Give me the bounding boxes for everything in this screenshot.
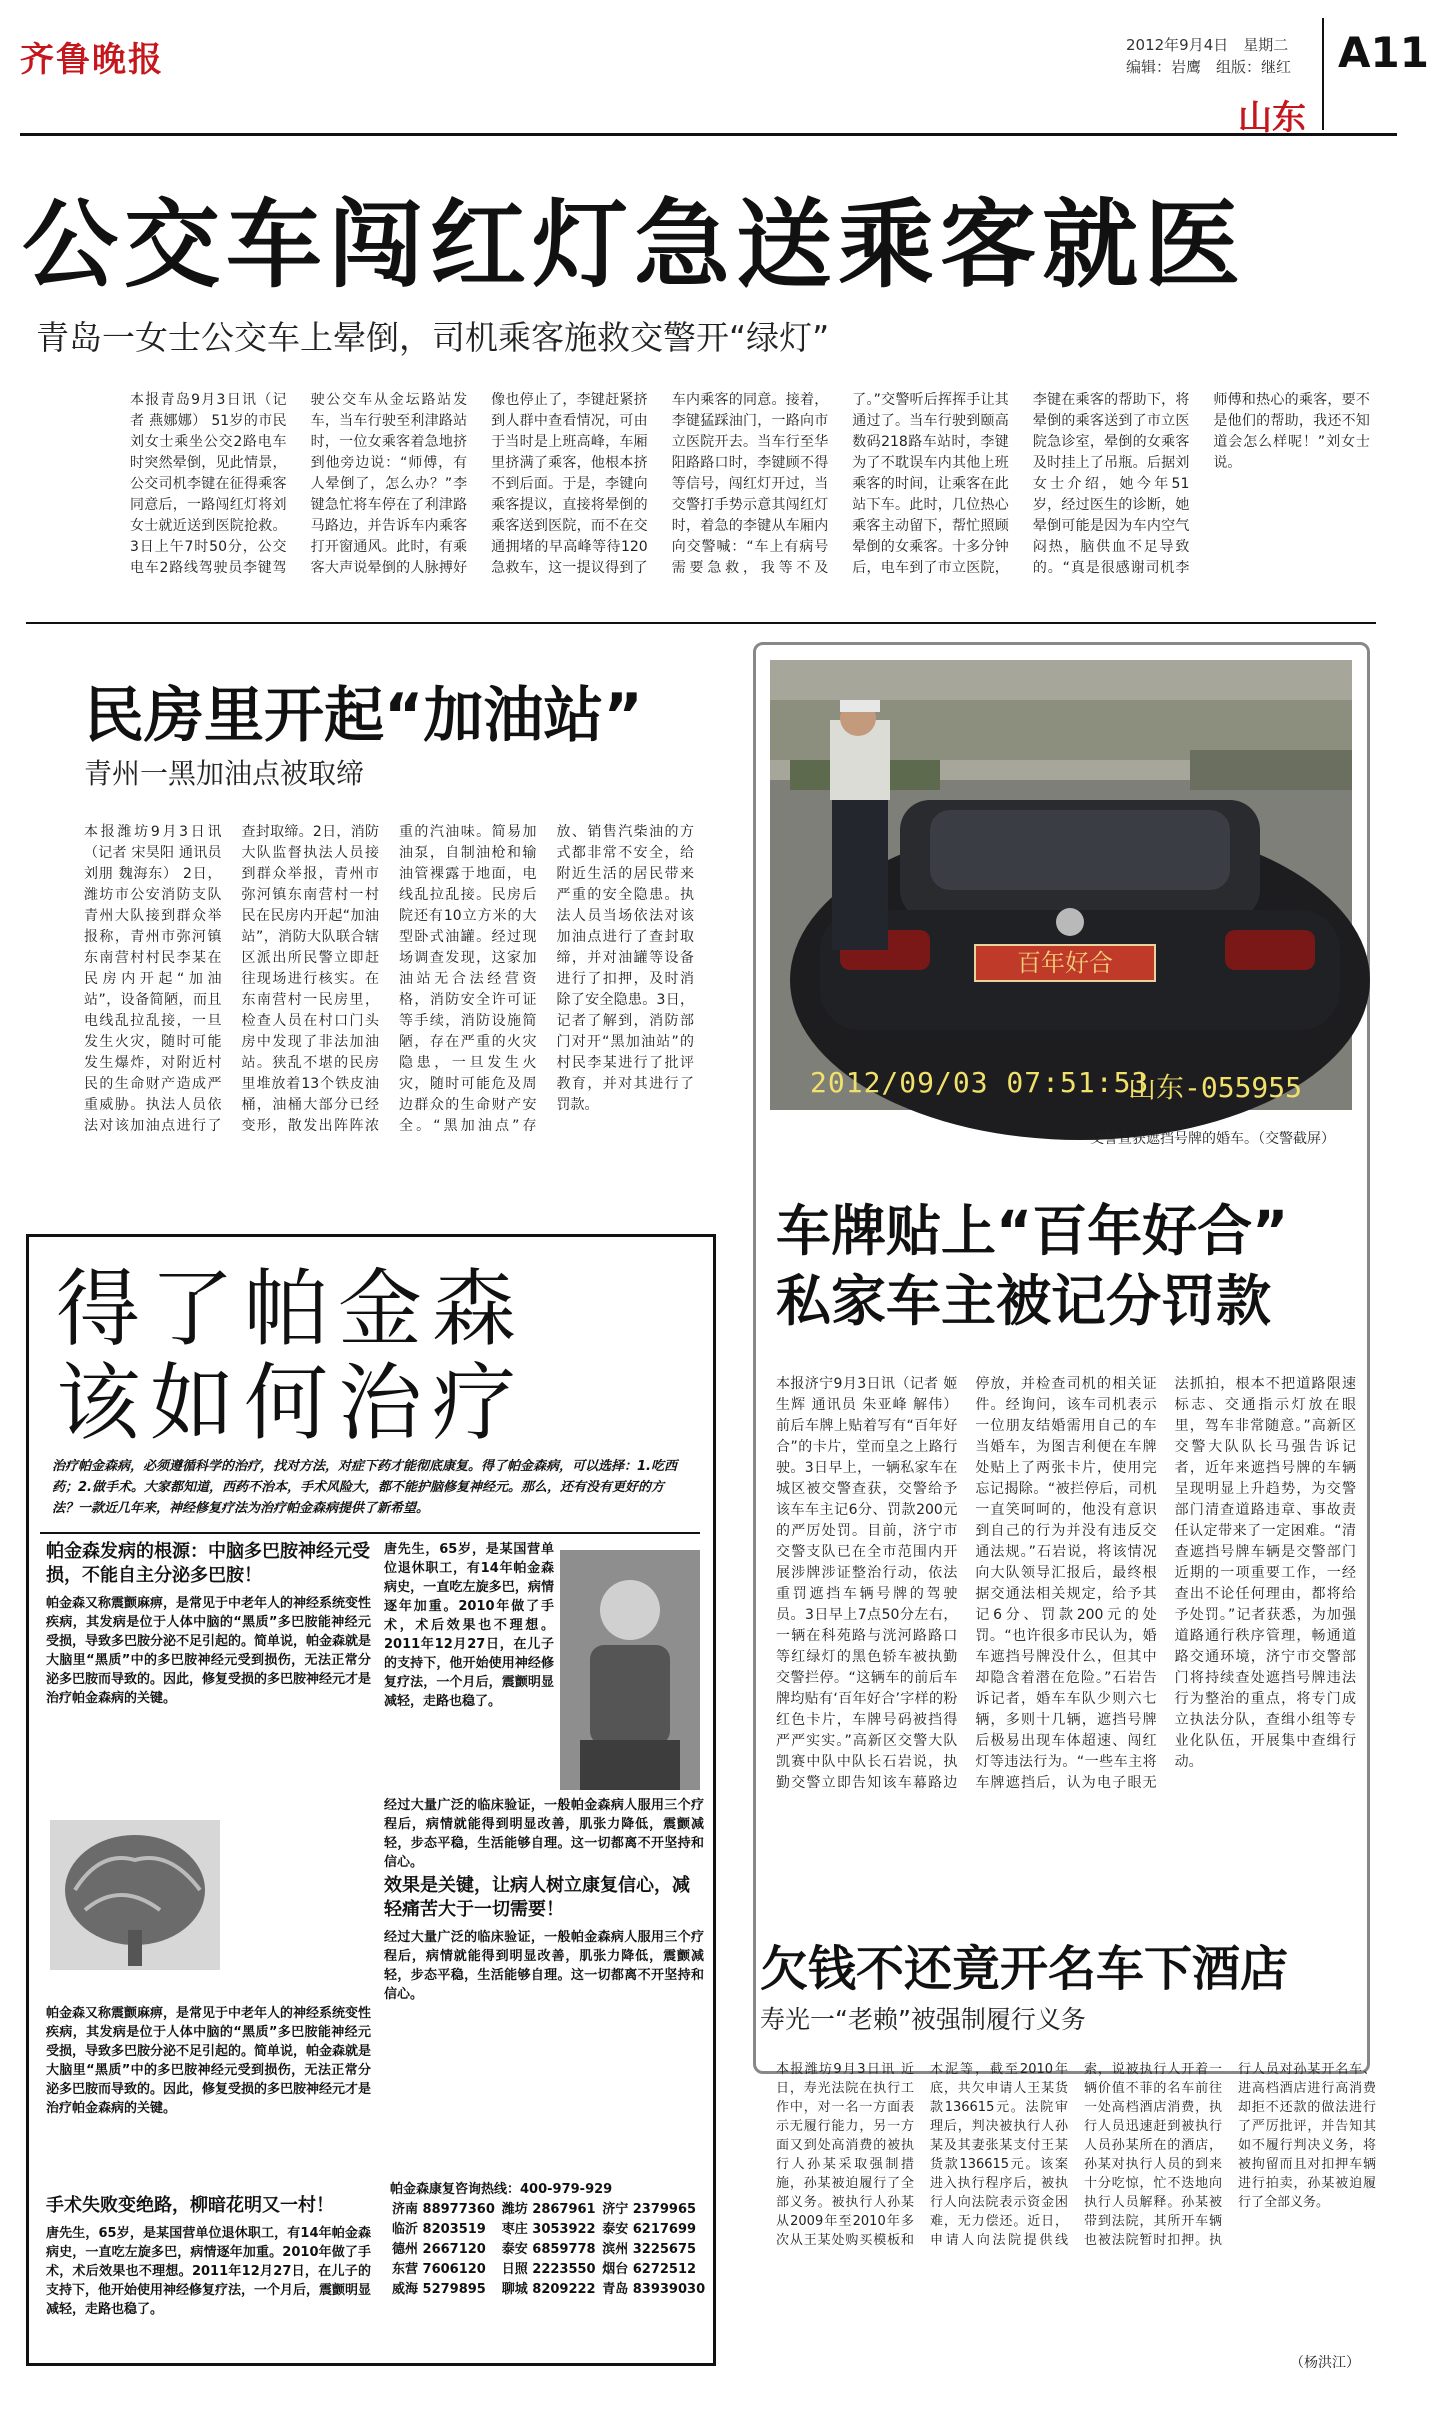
lead-headline: 公交车闯红灯急送乘客就医 <box>22 189 1246 301</box>
ad-headline-line1: 得了帕金森 <box>56 1260 527 1358</box>
phone-cell: 滨州 3225675 <box>602 2242 697 2257</box>
story4-byline: （杨洪江） <box>1290 2355 1360 2371</box>
phone-cell: 聊城 8209222 <box>501 2282 596 2297</box>
phone-cell: 青岛 83939030 <box>602 2282 706 2297</box>
ad-column-left <box>46 1540 371 2424</box>
story4-headline: 欠钱不还竟开名车下酒店 <box>760 1941 1289 1997</box>
lead-subheadline: 青岛一女士公交车上晕倒，司机乘客施救交警开“绿灯” <box>36 318 830 357</box>
phone-cell: 德州 2667120 <box>392 2242 486 2257</box>
phone-cell: 东营 7606120 <box>392 2262 486 2277</box>
table-row <box>390 2260 710 2280</box>
masthead-divider <box>1322 18 1324 130</box>
lead-article-body: 本报青岛9月3日讯（记者 燕娜娜） 51岁的市民刘女士乘坐公交2路电车时突然晕倒，见此情景，公交司机李键在征得乘客同意后，一路闯红灯将刘女士就近送到医院抢救。3日上午7时50分，公交电车2路线驾驶员李键驾驶公交车从金坛路站发车，当车行驶至利津路站时，一位女乘客着急地挤到他旁边说：“师傅，有人晕倒了，怎么办？”李键急忙将车停在了利津路马路边，并告诉车内乘客打开窗通风。此时，有乘客大声说晕倒的人脉搏好像也停止了，李键赶紧挤到人群中查看情况，可由于当时是上班高峰，车厢里挤满了乘客，他根本挤不到后面。于是，李键向乘客提议，直接将晕倒的乘客送到医院，而不在交通拥堵的早高峰等待120急救车，这一提议得到了车内乘客的同意。接着，李键猛踩油门，一路向市立医院开去。当车行至华阳路路口时，李键顾不得等信号，闯红灯开过，当交警打手势示意其闯红灯时，着急的李键从车厢内向交警喊：“车上有病号需要急救，我等不及了。”交警听后挥挥手让其通过了。当车行驶到颐高数码218路车站时，李键为了不耽误车内其他上班乘客的时间，让乘客在此站下车。此时，几位热心乘客主动留下，帮忙照顾晕倒的女乘客。十多分钟后，电车到了市立医院，李键在乘客的帮助下，将晕倒的乘客送到了市立医院急诊室，晕倒的女乘客及时挂上了吊瓶。后据刘女士介绍，她今年51岁，经过医生的诊断，她晕倒可能是因为车内空气闷热，脑供血不足导致的。“真是很感谢司机李师傅和热心的乘客，要不是他们的帮助，我还不知道会怎么样呢！”刘女士说。 <box>130 392 1370 576</box>
phone-cell: 枣庄 3053922 <box>501 2222 596 2237</box>
ad-headline <box>56 1262 526 1450</box>
ad-hotline: 帕金森康复咨询热线：400-979-929 <box>390 2182 613 2197</box>
phone-cell: 泰安 6217699 <box>602 2222 697 2237</box>
wedding-car-photo <box>770 660 1352 1110</box>
photo-timestamp: 2012/09/03 07:51:53 <box>810 1066 1150 1099</box>
ad-section-text: 经过大量广泛的临床验证，一般帕金森病人服用三个疗程后，病情就能得到明显改善，肌张力降低，震颤减轻，步态平稳，生活能够自理。这一切都离不开坚持和信心。 <box>384 1930 704 2002</box>
phone-cell: 潍坊 2867961 <box>501 2202 596 2217</box>
ad-section-heading: 帕金森发病的根源：中脑多巴胺神经元受损，不能自主分泌多巴胺！ <box>46 1541 370 1586</box>
page-number: A11 <box>1338 28 1429 77</box>
table-row <box>390 2200 710 2220</box>
ad-section-text: 帕金森又称震颤麻痹，是常见于中老年人的神经系统变性疾病，其发病是位于人体中脑的“黑质”多巴胺能神经元受损，导致多巴胺分泌不足引起的。简单说，帕金森就是大脑里“黑质”中的多巴胺神经元受到损伤，无法正常分泌多巴胺而导致的。因此，修复受损的多巴胺神经元才是治疗帕金森病的关键。 <box>46 1596 372 1706</box>
ad-headline-line2: 该如何治疗 <box>56 1354 527 1452</box>
ad-divider <box>40 1532 700 1534</box>
ad-phone-table <box>390 2200 710 2300</box>
ad-phone-list <box>390 2180 710 2300</box>
plate-card-text: 百年好合 <box>1017 949 1113 977</box>
photo-caption: 交警查获遮挡号牌的婚车。（交警截屏） <box>1090 1131 1335 1147</box>
story4-article-body: 本报潍坊9月3日讯 近日，寿光法院在执行工作中，对一名一方面表示无履行能力，另一方面又到处高消费的被执行人孙某采取强制措施，孙某被迫履行了全部义务。被执行人孙某从2009年至2010年多次从王某处购买模板和木泥等，截至2010年底，共欠申请人王某货款136615元。法院审理后，判决被执行人孙某及其妻张某支付王某货款136615元。该案进入执行程序后，被执行人向法院表示资金困难，无力偿还。近日，申请人向法院提供线索，说被执行人开着一辆价值不菲的名车前往一处高档酒店消费，执行人员迅速赶到被执行人员孙某所在的酒店，孙某对执行人员的到来十分吃惊，忙不迭地向执行人员解释。孙某被带到法院，其所开车辆也被法院暂时扣押。执行人员对孙某开名车、进高档酒店进行高消费却拒不还款的做法进行了严厉批评，并告知其如不履行判决义务，将被拘留而且对扣押车辆进行拍卖，孙某被迫履行了全部义务。 <box>776 2062 1376 2248</box>
section-divider <box>26 622 1376 624</box>
story3-headline-line2: 私家车主被记分罚款 <box>776 1269 1272 1333</box>
ad-section-text: 经过大量广泛的临床验证，一般帕金森病人服用三个疗程后，病情就能得到明显改善，肌张力降低，震颤减轻，步态平稳，生活能够自理。这一切都离不开坚持和信心。 <box>384 1798 704 1870</box>
ad-intro: 治疗帕金森病，必须遵循科学的治疗，找对方法，对症下药才能彻底康复。得了帕金森病，可以选择：1.吃西药；2.做手术。大家都知道，西药不治本，手术风险大，都不能护脑修复神经元。那么，还有没有更好的方法？一款近几年来，神经修复疗法为治疗帕金森病提供了新希望。 <box>52 1459 677 1516</box>
dateline <box>1126 34 1316 78</box>
story2-article-body: 本报潍坊9月3日讯（记者 宋昊阳 通讯员 刘朋 魏海东） 2日，潍坊市公安消防支队青州大队接到群众举报称，青州市弥河镇东南营村村民李某在民房内开起“加油站”，设备简陋，而且电线乱拉乱接，一旦发生火灾，随时可能发生爆炸，对附近村民的生命财产造成严重威胁。执法人员依法对该加油点进行了查封取缔。2日，消防大队监督执法人员接到群众举报，青州市弥河镇东南营村一村民在民房内开起“加油站”，消防大队联合辖区派出所民警立即赶往现场进行核实。在东南营村一民房里，检查人员在村口门头房中发现了非法加油站。狭乱不堪的民房里堆放着13个铁皮油桶，油桶大部分已经变形，散发出阵阵浓重的汽油味。简易加油泵，自制油枪和输油管裸露于地面，电线乱拉乱接。民房后院还有10立方米的大型卧式油罐。经过现场调查发现，这家加油站无合法经营资格，消防安全许可证等手续，消防设施简陋，存在严重的火灾隐患，一旦发生火灾，随时可能危及周边群众的生命财产安全。“黑加油点”存放、销售汽柴油的方式都非常不安全，给附近生活的居民带来严重的安全隐患。执法人员当场依法对该加油点进行了查封取缔，并对油罐等设备进行了扣押，及时消除了安全隐患。3日，记者了解到，消防部门对开“黑加油站”的村民李某进行了批评教育，并对其进行了罚款。 <box>84 824 694 1134</box>
ad-section-text: 唐先生，65岁，是某国营单位退休职工，有14年帕金森病史，一直吃左旋多巴，病情逐年加重。2010年做了手术，术后效果也不理想。2011年12月27日，在儿子的支持下，他开始使用神经修复疗法，一个月后，震颤明显减轻，走路也稳了。 <box>46 2226 372 2317</box>
phone-cell: 泰安 6859778 <box>501 2242 596 2257</box>
story3-headline-line1: 车牌贴上“百年好合” <box>776 1199 1289 1263</box>
phone-cell: 日照 2223550 <box>501 2262 596 2277</box>
brain-illustration <box>50 1820 220 1970</box>
ad-section-heading: 手术失败变绝路，柳暗花明又一村！ <box>46 2195 334 2216</box>
masthead <box>20 18 1429 138</box>
phone-cell: 烟台 6272512 <box>602 2262 697 2277</box>
ad-section-text: 唐先生，65岁，是某国营单位退休职工，有14年帕金森病史，一直吃左旋多巴，病情逐年加重。2010年做了手术，术后效果也不理想。2011年12月27日，在儿子的支持下，他开始使用神经修复疗法，一个月后，震颤明显减轻，走路也稳了。 <box>384 1542 554 1709</box>
ad-section-text: 帕金森又称震颤麻痹，是常见于中老年人的神经系统变性疾病，其发病是位于人体中脑的“黑质”多巴胺能神经元受损，导致多巴胺分泌不足引起的。简单说，帕金森就是大脑里“黑质”中的多巴胺神经元受到损伤，无法正常分泌多巴胺而导致的。因此，修复受损的多巴胺神经元才是治疗帕金森病的关键。 <box>46 2006 372 2116</box>
phone-cell: 威海 5279895 <box>392 2282 486 2297</box>
phone-cell: 临沂 8203519 <box>392 2222 486 2237</box>
editor-credits: 编辑：岩鹰 组版：继红 <box>1126 58 1292 76</box>
story2-headline: 民房里开起“加油站” <box>84 681 643 751</box>
phone-cell: 济南 88977360 <box>392 2202 495 2217</box>
camera-tag: 山东-055955 <box>1128 1071 1303 1104</box>
table-row <box>390 2220 710 2240</box>
story3-article-body: 本报济宁9月3日讯（记者 姬生辉 通讯员 朱亚峰 解伟） 前后车牌上贴着写有“百年好合”的卡片，堂而皇之上路行驶。3日早上，一辆私家车在城区被交警查获，交警给予该车车主记6分、罚款200元的严厉处罚。目前，济宁市交警支队已在全市范围内开展涉牌涉证整治行动，依法重罚遮挡车辆号牌的驾驶员。3日早上7点50分左右，一辆在科苑路与洸河路路口等红绿灯的黑色轿车被执勤交警拦停。“这辆车的前后车牌均贴有‘百年好合’字样的粉红色卡片，车牌号码被挡得严严实实。”高新区交警大队凯赛中队中队长石岩说，执勤交警立即告知该车幕路边停放，并检查司机的相关证件。经询问，该车司机表示一位朋友结婚需用自己的车当婚车，为图吉利便在车牌处贴上了两张卡片，使用完忘记揭除。“被拦停后，司机一直笑呵呵的，他没有意识到自己的行为并没有违反交通法规。”石岩说，将该情况向大队领导汇报后，最终根据交通法相关规定，给予其记6分、罚款200元的处罚。“也许很多市民认为，婚车遮挡号牌没什么，但其中却隐含着潜在危险。”石岩告诉记者，婚车车队少则六七辆，多则十几辆，遮挡号牌后极易出现车体超速、闯红灯等违法行为。“一些车主将车牌遮挡后，认为电子眼无法抓拍，根本不把道路限速标志、交通指示灯放在眼里，驾车非常随意。”高新区交警大队队长马强告诉记者，近年来遮挡号牌的车辆呈现明显上升趋势，为交警部门清查道路违章、事故责任认定带来了一定困难。“清查遮挡号牌车辆是交警部门近期的一项重要工作，一经查出不论任何理由，都将给予处罚。”记者获悉，为加强道路通行秩序管理，畅通道路交通环境，济宁市交警部门将持续查处遮挡号牌违法行为整治的重点，将专门成立执法分队，查缉小组等专业化队伍，开展集中查缉行动。 <box>776 1376 1356 1791</box>
table-row <box>390 2240 710 2260</box>
phone-cell: 济宁 2379965 <box>602 2202 697 2217</box>
story4-subheadline: 寿光一“老赖”被强制履行义务 <box>760 2005 1086 2034</box>
news-photo <box>770 660 1352 1110</box>
ad-section-heading: 效果是关键，让病人树立康复信心，减轻痛苦大于一切需要！ <box>384 1875 690 1920</box>
table-row <box>390 2280 710 2300</box>
ad-column-right <box>384 1540 704 2158</box>
story3-headline <box>776 1196 1288 1336</box>
newspaper-logo: 齐鲁晚报 <box>20 40 164 80</box>
story2-subheadline: 青州一黑加油点被取缔 <box>84 757 365 790</box>
section-region: 山东 <box>1238 98 1306 138</box>
issue-date: 2012年9月4日 星期二 <box>1126 36 1289 54</box>
